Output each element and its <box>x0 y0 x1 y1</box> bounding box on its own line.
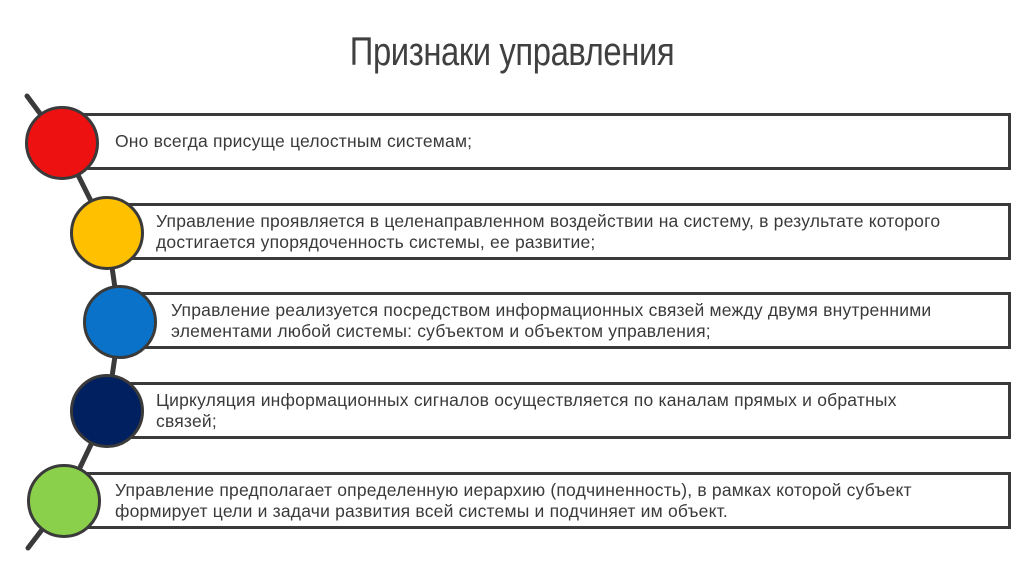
item-text-1: Оно всегда присуще целостным системам; <box>115 131 473 151</box>
item-box-5 <box>64 472 1011 529</box>
item-box-3 <box>120 292 1011 349</box>
item-text-3: Управление реализуется посредством информационных связей между двумя внутренними элементами любой системы: субъектом и объектом управления; <box>171 299 932 341</box>
green-circle-marker <box>27 464 101 538</box>
item-text-5: Управление предполагает определенную иерархию (подчиненность), в рамках которой субъект формирует цели и задачи развития всей системы и подчиняет им объект. <box>115 479 912 521</box>
blue-circle-marker <box>83 285 157 359</box>
red-circle-marker <box>25 106 99 180</box>
item-text-2: Управление проявляется в целенаправленном воздействии на систему, в результате которого достигается упорядоченность системы, ее развитие; <box>156 210 941 252</box>
yellow-circle-marker <box>70 196 144 270</box>
navy-circle-marker <box>70 374 144 448</box>
item-box-4 <box>107 382 1011 439</box>
item-box-1 <box>62 113 1011 170</box>
page-title: Признаки управления <box>349 30 675 74</box>
item-text-4: Циркуляция информационных сигналов осуществляется по каналам прямых и обратных связей; <box>156 389 897 431</box>
item-box-2 <box>107 203 1011 260</box>
